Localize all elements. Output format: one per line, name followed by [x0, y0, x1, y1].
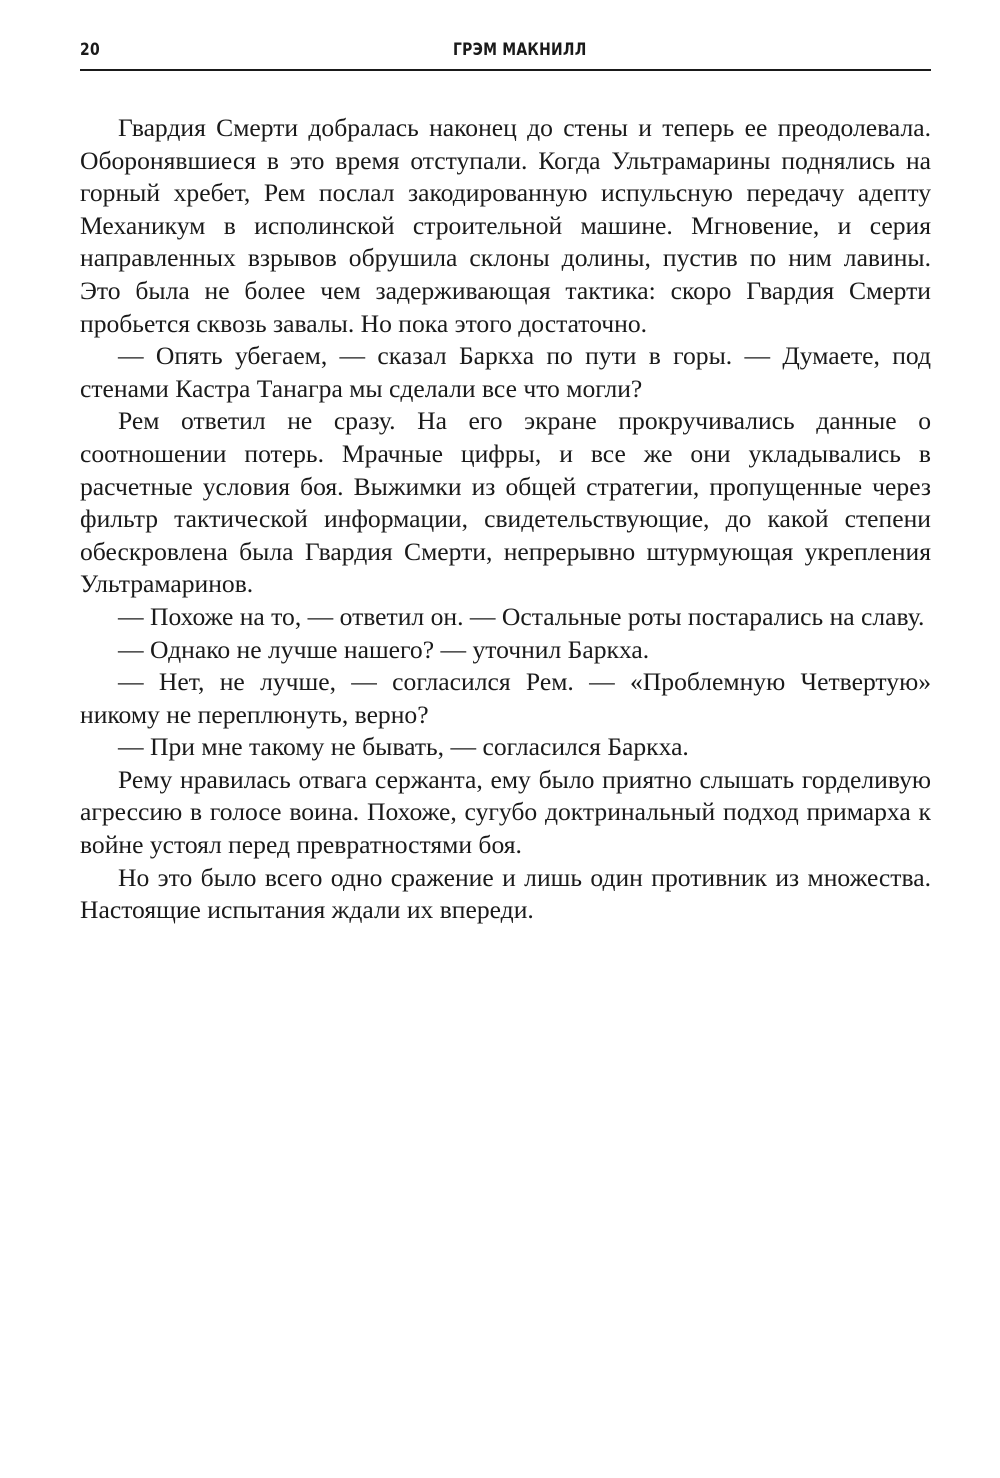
paragraph: — Однако не лучше нашего? — уточнил Баркха. — [118, 634, 650, 664]
paragraph: — Похоже на то, — ответил он. — Остальные роты постарались на славу. — [118, 601, 925, 631]
page-number: 20 — [80, 40, 100, 60]
running-head-author: ГРЭМ МАКНИЛЛ — [453, 40, 587, 60]
paragraph: Гвардия Смерти добралась наконец до стены и теперь ее преодолевала. Оборонявшиеся в это время отступали. Когда Ультрамарины поднялись на горный хребет, Рем послал закодированную испульсную передачу адепту Механикум в исполинской строительной машине. Мгновение, и серия направленных взрывов обрушила склоны долины, пустив по ним лавины. Это была не более чем задерживающая тактика: скоро Гвардия Смерти пробьется сквозь завалы. Но пока этого достаточно. — [80, 113, 931, 338]
paragraph: Рем ответил не сразу. На его экране прокручивались данные о соотношении потерь. Мрачные цифры, и все же они укладывались в расчетные условия боя. Выжимки из общей стратегии, пропущенные через фильтр тактической информации, свидетельствующие, до какой степени обескровлена была Гвардия Смерти, непрерывно штурмующая укрепления Ультрамаринов. — [80, 406, 931, 599]
body-text — [80, 112, 931, 927]
running-head — [80, 40, 930, 70]
paragraph: — Опять убегаем, — сказал Баркха по пути в горы. — Думаете, под стенами Кастра Танагра мы сделали все что могли? — [80, 341, 931, 403]
paragraph: — При мне такому не бывать, — согласился Баркха. — [118, 732, 689, 762]
paragraph: — Нет, не лучше, — согласился Рем. — «Проблемную Четвертую» никому не переплюнуть, верно? — [80, 667, 931, 729]
paragraph: Но это было всего одно сражение и лишь один противник из множества. Настоящие испытания ждали их впереди. — [80, 862, 931, 925]
header-rule — [80, 69, 931, 71]
paragraph: Рему нравилась отвага сержанта, ему было приятно слышать горделивую агрессию в голосе воина. Похоже, сугубо доктринальный подход примарха к войне устоял перед превратностями боя. — [80, 764, 931, 860]
